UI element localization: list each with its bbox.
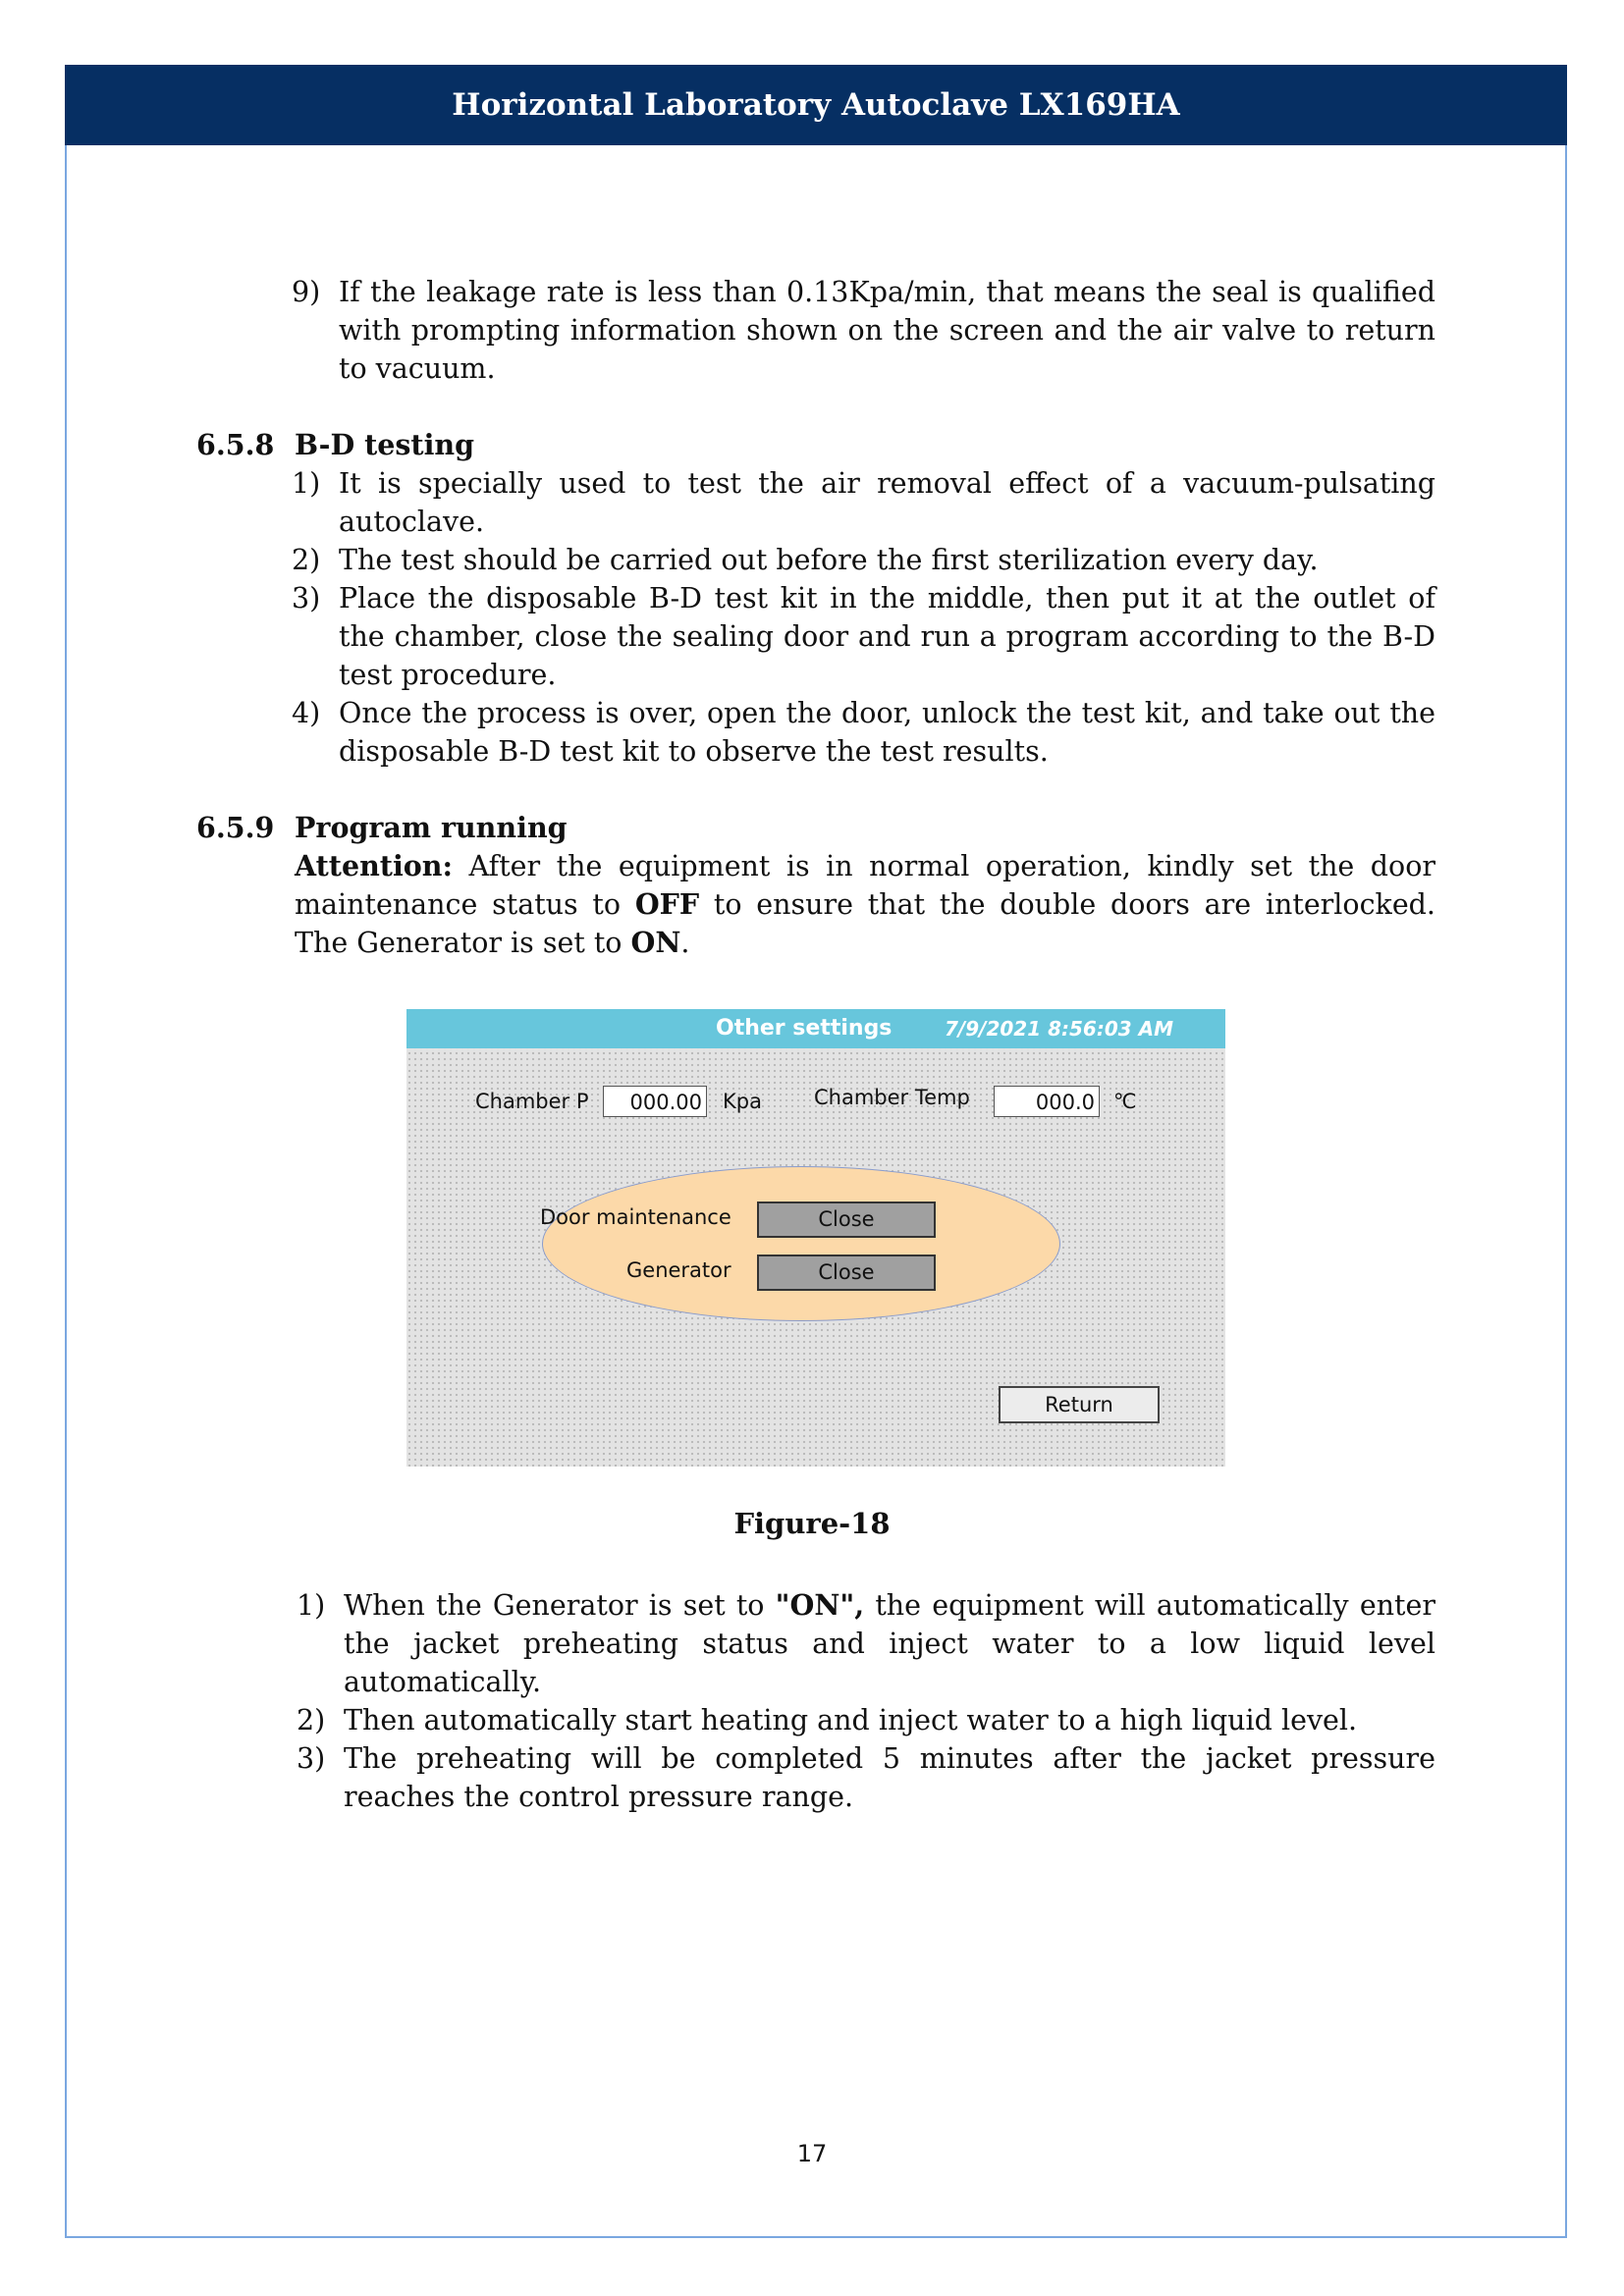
attention-paragraph <box>196 847 1435 962</box>
on-word: ON <box>630 926 681 959</box>
list-item <box>196 1739 1435 1816</box>
item-text: Then automatically start heating and inject water to a high liquid level. <box>344 1704 1358 1736</box>
item-number: 1) <box>292 467 321 500</box>
item-text: Once the process is over, open the door, unlock the test kit, and take out the disposable B-D test kit to observe the test results. <box>339 697 1435 768</box>
list-item <box>196 541 1435 579</box>
generator-steps <box>196 1586 1435 1816</box>
section-heading-658 <box>196 426 1435 464</box>
item-text: When the Generator is set to <box>344 1589 776 1622</box>
chamber-p-field[interactable]: 000.00 <box>603 1086 707 1117</box>
return-button[interactable]: Return <box>999 1386 1160 1423</box>
settings-ellipse <box>542 1166 1060 1321</box>
chamber-temp-field[interactable]: 000.0 <box>994 1086 1100 1117</box>
attention-label: Attention: <box>295 849 454 882</box>
item-number: 3) <box>292 582 321 614</box>
chamber-temp-label: Chamber Temp <box>814 1086 970 1109</box>
section-title: B-D testing <box>295 428 475 461</box>
section-heading-659 <box>196 809 1435 847</box>
header-title: Horizontal Laboratory Autoclave LX169HA <box>452 87 1180 123</box>
item-number: 4) <box>292 697 321 729</box>
list-item <box>196 273 1435 388</box>
page-header <box>65 65 1567 145</box>
attention-text: to ensure that the double doors are interlocked. The Generator is set to <box>295 888 1435 959</box>
item-number: 3) <box>297 1742 326 1775</box>
list-item <box>196 464 1435 541</box>
main-content <box>196 273 1435 962</box>
door-maintenance-button[interactable]: Close <box>757 1201 936 1238</box>
item-text: Place the disposable B-D test kit in the middle, then put it at the outlet of the chamber, close the sealing door and run a program according to the B-D test procedure. <box>339 582 1435 691</box>
item-bold: "ON", <box>775 1588 865 1622</box>
hmi-title: Other settings <box>716 1016 893 1041</box>
chamber-temp-unit: ℃ <box>1113 1090 1137 1113</box>
item-number: 1) <box>297 1589 326 1622</box>
section-number: 6.5.8 <box>196 428 275 461</box>
list-item <box>196 694 1435 771</box>
section-title: Program running <box>295 811 568 844</box>
hmi-screenshot <box>406 1009 1225 1467</box>
item-number: 2) <box>297 1704 326 1736</box>
section-number: 6.5.9 <box>196 811 275 844</box>
item-number: 2) <box>292 544 321 576</box>
figure-caption: Figure-18 <box>733 1507 891 1540</box>
item-text: If the leakage rate is less than 0.13Kpa/min, that means the seal is qualified with prompting information shown on the screen and the air valve to return to vacuum. <box>339 276 1435 385</box>
list-item <box>196 1701 1435 1739</box>
item-text: The test should be carried out before the first sterilization every day. <box>339 544 1319 576</box>
attention-text: After the equipment is in normal operation, kindly set the door maintenance status to <box>295 850 1435 921</box>
generator-label: Generator <box>626 1258 731 1282</box>
attention-text: . <box>680 927 690 959</box>
hmi-datetime: 7/9/2021 8:56:03 AM <box>945 1017 1173 1041</box>
chamber-p-unit: Kpa <box>723 1090 762 1113</box>
item-number: 9) <box>292 276 321 308</box>
chamber-p-label: Chamber P <box>475 1090 589 1113</box>
item-text: The preheating will be completed 5 minutes after the jacket pressure reaches the control pressure range. <box>344 1742 1435 1813</box>
door-maintenance-label: Door maintenance <box>540 1205 731 1229</box>
page-number: 17 <box>796 2140 828 2167</box>
item-text: It is specially used to test the air removal effect of a vacuum-pulsating autoclave. <box>339 467 1435 538</box>
hmi-titlebar <box>406 1009 1225 1048</box>
off-word: OFF <box>634 887 700 921</box>
list-item <box>196 1586 1435 1701</box>
item-text: the equipment will automatically enter the jacket preheating status and inject water to a low liquid level automatically. <box>344 1589 1435 1698</box>
list-item <box>196 579 1435 694</box>
generator-button[interactable]: Close <box>757 1255 936 1291</box>
